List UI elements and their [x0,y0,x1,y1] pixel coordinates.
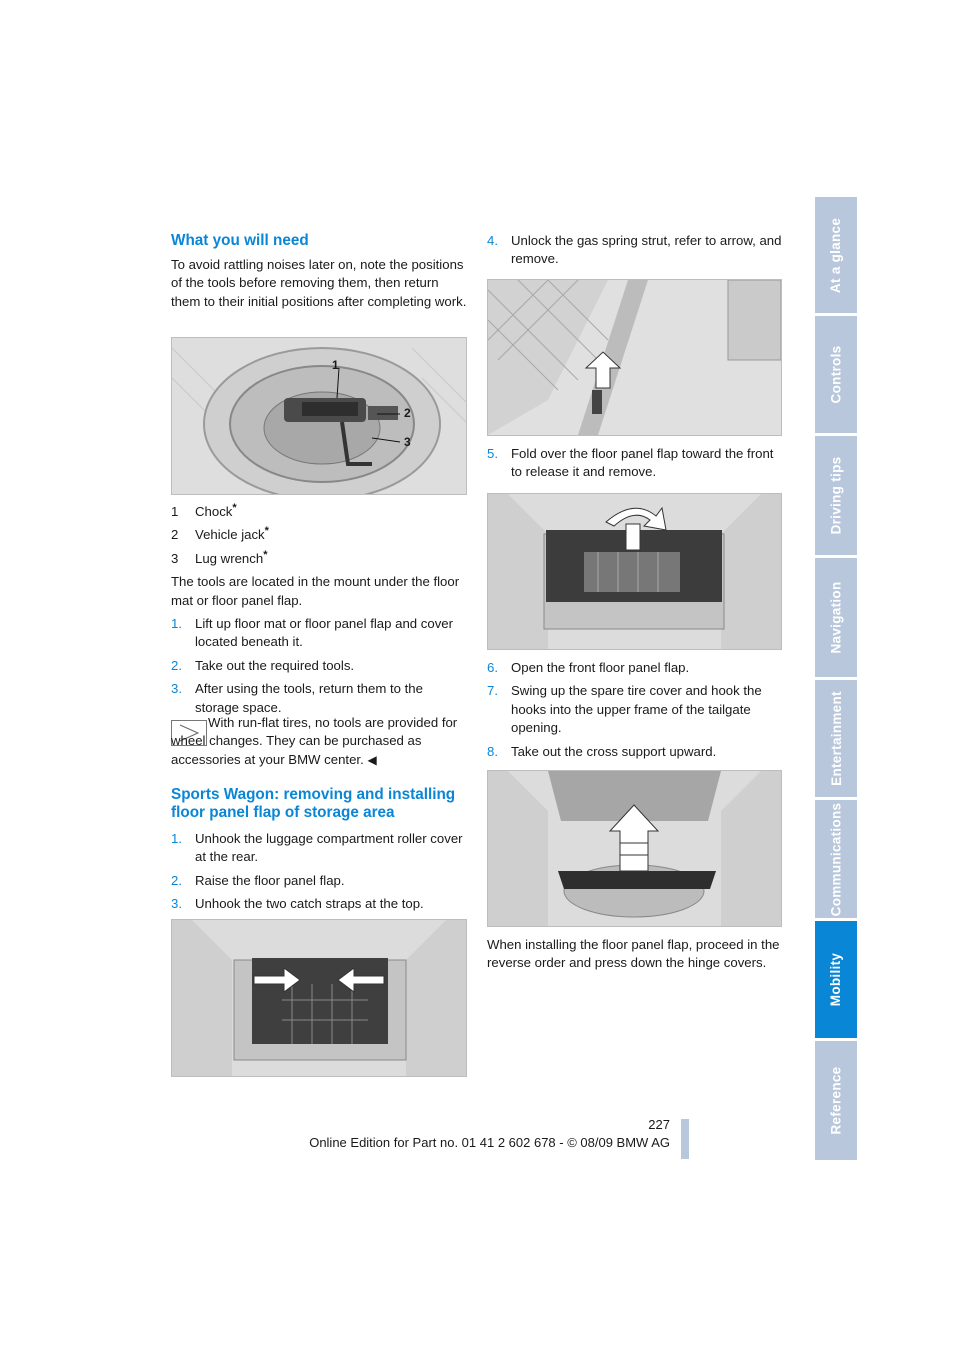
tab-at-a-glance[interactable]: At a glance [815,197,857,313]
figure-gas-spring [487,279,782,436]
step-item: 5. Fold over the floor panel flap toward the front to release it and remove. [487,446,774,480]
tab-mobility[interactable]: Mobility [815,921,857,1038]
tab-navigation[interactable]: Navigation [815,558,857,677]
right-column-closing [487,936,785,973]
step-item: 3. After using the tools, return them to the storage space. [171,681,423,715]
step-item: 2. Take out the required tools. [171,657,355,673]
note-text: With run-flat tires, no tools are provided for wheel changes. They can be purchased as accessories at your BMW center. [171,715,458,767]
tab-reference[interactable]: Reference [815,1041,857,1160]
part-item: 1 Chock* [171,502,237,519]
figure-floor-panel-flap [487,493,782,650]
left-column-lower [171,786,469,914]
callout-3: 3 [404,435,411,449]
step-item: 7. Swing up the spare tire cover and hook the hooks into the upper frame of the tailgate opening. [487,683,762,736]
step-item: 4. Unlock the gas spring strut, refer to arrow, and remove. [487,233,782,267]
figure-cross-support [487,770,782,927]
step-item: 1. Lift up floor mat or floor panel flap and cover located beneath it. [171,616,454,650]
heading-sports-wagon: Sports Wagon: removing and installing floor panel flap of storage area [171,786,456,821]
step-item: 3. Unhook the two catch straps at the top. [171,896,424,912]
figure-catch-straps [171,919,467,1077]
step-item: 8. Take out the cross support upward. [487,743,717,759]
left-column-middle [171,503,469,717]
heading-what-you-will-need: What you will need [171,232,309,249]
left-column-top [171,232,469,311]
tools-location-text: The tools are located in the mount under the floor mat or floor panel flap. [171,574,460,608]
closing-text: When installing the floor panel flap, proceed in the reverse order and press down the hinge covers. [487,937,780,971]
part-item: 2 Vehicle jack* [171,525,269,543]
tab-controls[interactable]: Controls [815,316,857,433]
page-edge-bar [681,1119,689,1159]
right-column-step5 [487,445,785,482]
tab-communications[interactable]: Communications [815,800,857,918]
part-item: 3 Lug wrench* [171,548,268,566]
step-item: 1. Unhook the luggage compartment roller cover at the rear. [171,831,463,865]
footer-edition: Online Edition for Part no. 01 41 2 602 678 - © 08/09 BMW AG [309,1135,670,1150]
step-item: 6. Open the front floor panel flap. [487,660,690,675]
callout-2: 2 [404,406,411,420]
right-column-step4 [487,232,785,269]
intro-text: To avoid rattling noises later on, note the positions of the tools before removing them, then return them to their initial positions after completing work. [171,257,467,309]
figure-tool-kit [171,337,467,495]
right-column-steps6-8 [487,659,785,761]
note-block [171,714,469,769]
callout-1: 1 [332,358,339,372]
step-item: 2. Raise the floor panel flap. [171,872,345,888]
end-mark-icon: ◀ [367,752,377,767]
page-number: 227 [648,1117,670,1132]
tab-entertainment[interactable]: Entertainment [815,680,857,797]
tab-driving-tips[interactable]: Driving tips [815,436,857,555]
